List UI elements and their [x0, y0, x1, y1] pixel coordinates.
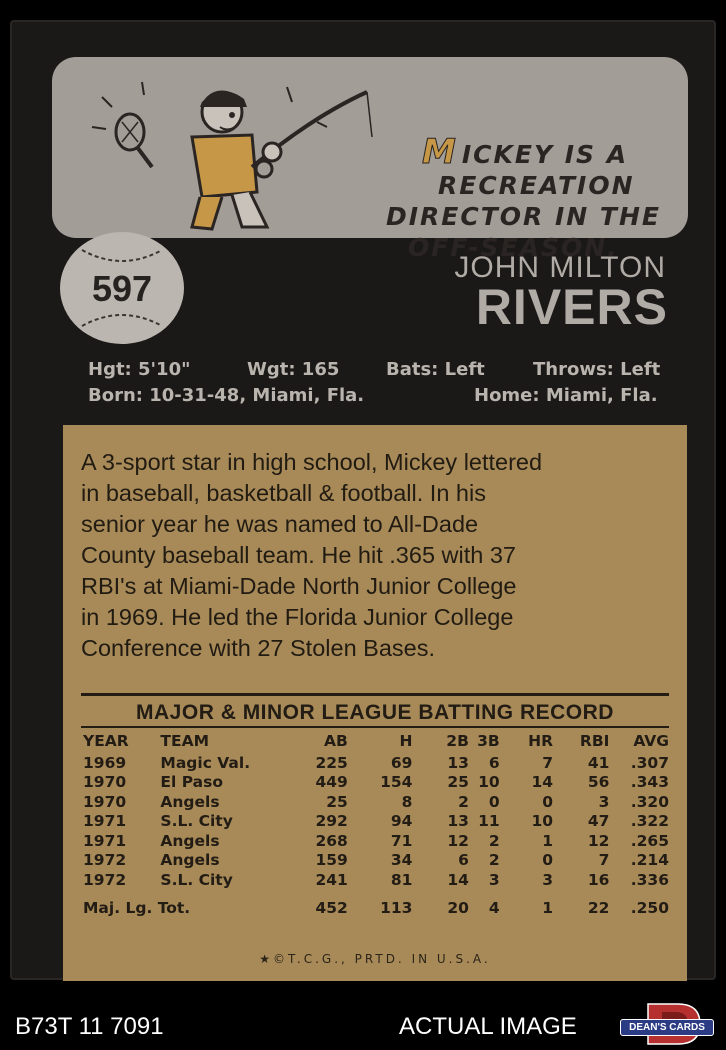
table-cell: .336 — [630, 870, 669, 889]
table-cell: 12 — [587, 831, 610, 850]
table-cell: 159 — [315, 851, 348, 870]
table-cell: 10 — [478, 773, 500, 792]
table-cell: 12 — [447, 831, 469, 850]
table-row — [79, 831, 669, 851]
table-cell: Angels — [160, 831, 220, 850]
table-cell: 0 — [488, 792, 500, 811]
table-cell: 1972 — [83, 870, 127, 889]
table-cell: 25 — [326, 792, 348, 811]
table-cell: S.L. City — [160, 812, 233, 831]
table-cell: 47 — [587, 812, 610, 831]
actual-image-label: ACTUAL IMAGE — [399, 1013, 577, 1040]
bio-panel — [63, 425, 687, 981]
table-cell: 14 — [447, 870, 469, 889]
table-cell: 2 — [458, 792, 469, 811]
column-header: 3B — [477, 731, 500, 750]
throws: Throws: Left — [533, 359, 661, 380]
table-cell: 16 — [587, 870, 610, 889]
record-title: MAJOR & MINOR LEAGUE BATTING RECORD — [136, 701, 614, 724]
bio-line: RBI's at Miami-Dade North Junior College — [81, 573, 517, 599]
table-cell: 449 — [315, 773, 348, 792]
table-cell: 154 — [380, 773, 413, 792]
caption-line: RECREATION — [438, 171, 635, 200]
column-header: 2B — [446, 731, 469, 750]
table-cell: 1971 — [83, 831, 127, 850]
table-cell: 25 — [447, 773, 469, 792]
bats: Bats: Left — [386, 359, 485, 380]
table-cell: 71 — [390, 831, 413, 850]
card-number: 597 — [91, 268, 153, 309]
caption-line: DIRECTOR IN THE — [386, 202, 661, 231]
bio-line: in 1969. He led the Florida Junior College — [81, 604, 514, 630]
table-cell: 2 — [488, 851, 500, 870]
table-cell: .214 — [630, 851, 669, 870]
table-cell: .250 — [630, 898, 669, 917]
inventory-code: B73T 11 7091 — [15, 1013, 164, 1040]
table-cell: 0 — [542, 851, 554, 870]
table-cell: 69 — [390, 753, 413, 772]
table-cell: 1972 — [83, 851, 127, 870]
table-cell: 6 — [458, 851, 469, 870]
table-cell: .320 — [630, 792, 669, 811]
table-cell: .343 — [630, 773, 669, 792]
table-cell: .322 — [630, 812, 669, 831]
column-header: RBI — [579, 731, 610, 750]
table-row — [79, 773, 669, 793]
bio-line: A 3-sport star in high school, Mickey lettered — [81, 449, 543, 475]
table-cell: 56 — [587, 773, 610, 792]
column-header: AB — [324, 731, 348, 750]
table-cell: Maj. Lg. Tot. — [83, 898, 191, 917]
table-row — [79, 792, 669, 812]
logo-text: DEAN'S CARDS — [620, 1019, 714, 1036]
table-cell: .265 — [630, 831, 669, 850]
table-cell: 0 — [542, 792, 554, 811]
home: Home: Miami, Fla. — [474, 385, 658, 406]
table-cell: 11 — [478, 812, 500, 831]
table-cell: 81 — [390, 870, 413, 889]
table-row — [79, 812, 669, 832]
table-cell: 3 — [598, 792, 610, 811]
batting-record-table — [79, 728, 669, 920]
column-header: HR — [528, 731, 554, 750]
table-cell: 241 — [315, 870, 348, 889]
table-cell: 6 — [488, 753, 500, 772]
table-cell: 4 — [488, 898, 500, 917]
table-cell: Angels — [160, 792, 220, 811]
bio-line: in baseball, basketball & football. In his — [81, 480, 486, 506]
caption-first-letter: M — [422, 132, 458, 172]
table-cell: 3 — [542, 870, 554, 889]
totals-row — [79, 890, 669, 920]
player-last-name: RIVERS — [475, 279, 668, 335]
player-first-names: JOHN MILTON — [454, 251, 666, 284]
table-row — [79, 753, 669, 773]
cartoon-caption — [384, 132, 684, 263]
table-cell: 94 — [390, 812, 413, 831]
table-row — [79, 851, 669, 871]
table-cell: 225 — [315, 753, 348, 772]
bio-text — [81, 447, 670, 664]
table-cell: 7 — [598, 851, 610, 870]
column-header: H — [399, 731, 413, 750]
column-header: AVG — [633, 731, 669, 750]
table-body — [79, 753, 669, 920]
weight: Wgt: 165 — [247, 359, 340, 380]
caption-line: ICKEY IS A — [461, 140, 629, 169]
table-cell: 14 — [531, 773, 554, 792]
column-header: YEAR — [83, 731, 129, 750]
baseball-icon — [60, 232, 184, 344]
table-cell: 34 — [390, 851, 413, 870]
table-cell: 8 — [401, 792, 413, 811]
table-cell: 292 — [315, 812, 348, 831]
table-cell: S.L. City — [160, 870, 233, 889]
table-cell: 13 — [447, 812, 469, 831]
table-cell: 452 — [315, 898, 348, 917]
table-cell: 1971 — [83, 812, 127, 831]
table-cell: 22 — [587, 898, 610, 917]
table-cell: 113 — [380, 898, 413, 917]
bio-line: County baseball team. He hit .365 with 37 — [81, 542, 517, 568]
table-header-row — [79, 728, 669, 753]
deans-cards-logo — [618, 1002, 714, 1046]
table-cell: 1 — [542, 898, 554, 917]
table-cell: Magic Val. — [160, 753, 251, 772]
table-cell: Angels — [160, 851, 220, 870]
cartoon-fisherman-icon — [82, 77, 382, 242]
record-title-box — [81, 693, 669, 729]
table-cell: 2 — [488, 831, 500, 850]
column-header: TEAM — [160, 731, 209, 750]
copyright-text: ★©T.C.G., PRTD. IN U.S.A. — [259, 952, 491, 966]
table-cell: El Paso — [160, 773, 223, 792]
table-cell: 41 — [587, 753, 610, 772]
caption-line: OFF-SEASON. — [408, 233, 619, 262]
born: Born: 10-31-48, Miami, Fla. — [88, 385, 365, 406]
table-cell: 20 — [447, 898, 469, 917]
table-cell: 7 — [542, 753, 554, 772]
height: Hgt: 5'10" — [88, 359, 191, 380]
table-cell: 1969 — [83, 753, 127, 772]
bio-line: Conference with 27 Stolen Bases. — [81, 635, 436, 661]
table-row — [79, 870, 669, 890]
table-cell: 1 — [542, 831, 554, 850]
bio-line: senior year he was named to All-Dade — [81, 511, 479, 537]
table-cell: 1970 — [83, 773, 127, 792]
table-cell: .307 — [630, 753, 669, 772]
table-cell: 10 — [531, 812, 554, 831]
cartoon-panel — [52, 57, 688, 262]
table-cell: 1970 — [83, 792, 127, 811]
table-cell: 13 — [447, 753, 469, 772]
table-cell: 268 — [315, 831, 348, 850]
table-cell: 3 — [488, 870, 500, 889]
